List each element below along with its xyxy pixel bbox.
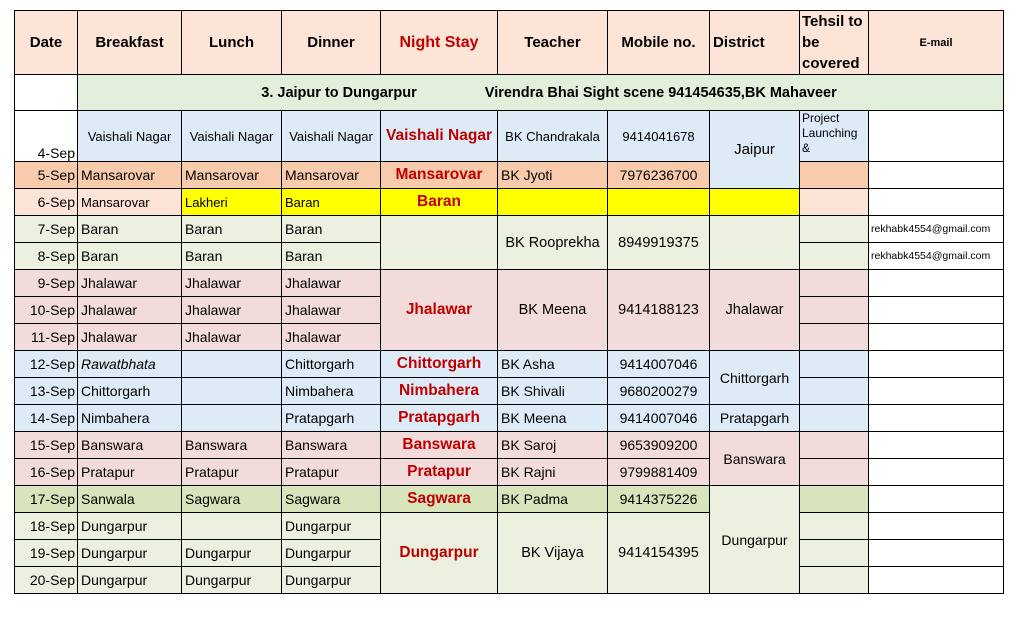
breakfast-cell[interactable]: Dungarpur — [78, 540, 182, 567]
district-cell[interactable]: Jaipur — [710, 111, 800, 189]
district-cell[interactable]: Banswara — [710, 432, 800, 486]
tour-schedule-table — [14, 10, 1004, 594]
tehsil-cell[interactable] — [800, 324, 869, 351]
breakfast-cell[interactable]: Chittorgarh — [78, 378, 182, 405]
tehsil-cell[interactable] — [800, 540, 869, 567]
dinner-cell[interactable]: Banswara — [282, 432, 381, 459]
tehsil-cell[interactable] — [800, 270, 869, 297]
dinner-cell[interactable]: Nimbahera — [282, 378, 381, 405]
tehsil-cell[interactable] — [800, 486, 869, 513]
night-stay-cell[interactable]: Pratapur — [381, 459, 498, 486]
table-row — [15, 513, 1004, 540]
dinner-cell[interactable]: Jhalawar — [282, 270, 381, 297]
dinner-cell[interactable]: Mansarovar — [282, 162, 381, 189]
breakfast-cell[interactable]: Jhalawar — [78, 297, 182, 324]
email-cell[interactable] — [869, 162, 1004, 189]
dinner-cell[interactable]: Sagwara — [282, 486, 381, 513]
dinner-cell[interactable]: Pratapur — [282, 459, 381, 486]
header-tehsil-line3: covered — [802, 55, 860, 72]
email-cell[interactable] — [869, 351, 1004, 378]
breakfast-cell[interactable]: Sanwala — [78, 486, 182, 513]
route-title: 3. Jaipur to Dungarpur — [261, 84, 417, 101]
breakfast-cell[interactable]: Baran — [78, 216, 182, 243]
lunch-cell[interactable]: Vaishali Nagar — [182, 111, 282, 162]
night-stay-cell[interactable]: Jhalawar — [381, 270, 498, 351]
table-row — [15, 351, 1004, 378]
lunch-cell[interactable]: Lakheri — [182, 189, 282, 216]
date-cell[interactable]: 15-Sep — [15, 432, 78, 459]
night-stay-cell[interactable]: Dungarpur — [381, 513, 498, 594]
table-row — [15, 432, 1004, 459]
teacher-cell[interactable]: BK Chandrakala — [498, 111, 608, 162]
tehsil-cell[interactable] — [800, 513, 869, 540]
tehsil-cell[interactable] — [800, 297, 869, 324]
mobile-cell[interactable]: 9414007046 — [608, 405, 710, 432]
date-cell[interactable]: 18-Sep — [15, 513, 78, 540]
teacher-cell[interactable]: BK Vijaya — [498, 513, 608, 594]
lunch-cell[interactable]: Banswara — [182, 432, 282, 459]
night-stay-cell[interactable]: Chittorgarh — [381, 351, 498, 378]
breakfast-cell[interactable]: Jhalawar — [78, 270, 182, 297]
district-cell[interactable]: Pratapgarh — [710, 405, 800, 432]
night-stay-cell[interactable]: Banswara — [381, 432, 498, 459]
teacher-cell[interactable]: BK Rooprekha — [498, 216, 608, 270]
email-cell[interactable] — [869, 378, 1004, 405]
lunch-cell[interactable]: Jhalawar — [182, 297, 282, 324]
lunch-cell[interactable]: Baran — [182, 216, 282, 243]
tehsil-cell[interactable] — [800, 162, 869, 189]
header-breakfast[interactable]: Breakfast — [78, 11, 182, 75]
date-cell[interactable]: 17-Sep — [15, 486, 78, 513]
mobile-cell[interactable]: 9680200279 — [608, 378, 710, 405]
table-row — [15, 111, 1004, 162]
breakfast-cell[interactable]: Mansarovar — [78, 189, 182, 216]
teacher-cell[interactable]: BK Meena — [498, 405, 608, 432]
header-email[interactable]: E-mail — [869, 11, 1004, 75]
route-contact: Virendra Bhai Sight scene 941454635,BK Mahaveer — [484, 84, 837, 101]
dinner-cell[interactable]: Chittorgarh — [282, 351, 381, 378]
date-cell[interactable]: 9-Sep — [15, 270, 78, 297]
tehsil-cell[interactable] — [800, 567, 869, 594]
table-row — [15, 216, 1004, 243]
lunch-cell[interactable] — [182, 378, 282, 405]
mobile-cell[interactable]: 9414375226 — [608, 486, 710, 513]
breakfast-cell[interactable]: Banswara — [78, 432, 182, 459]
mobile-cell[interactable]: 8949919375 — [608, 216, 710, 270]
date-cell[interactable]: 12-Sep — [15, 351, 78, 378]
dinner-cell[interactable]: Baran — [282, 243, 381, 270]
table-row — [15, 378, 1004, 405]
teacher-cell[interactable]: BK Meena — [498, 270, 608, 351]
tehsil-cell[interactable] — [800, 243, 869, 270]
header-tehsil-line1: Tehsil to — [802, 13, 863, 30]
lunch-cell[interactable]: Sagwara — [182, 486, 282, 513]
night-stay-cell[interactable] — [381, 216, 498, 270]
mobile-cell[interactable]: 9653909200 — [608, 432, 710, 459]
route-title-cell[interactable] — [78, 75, 1004, 111]
mobile-cell[interactable]: 9414007046 — [608, 351, 710, 378]
teacher-cell[interactable]: BK Padma — [498, 486, 608, 513]
lunch-cell[interactable] — [182, 405, 282, 432]
tehsil-cell[interactable] — [800, 378, 869, 405]
district-cell[interactable]: Dungarpur — [710, 486, 800, 594]
teacher-cell[interactable]: BK Jyoti — [498, 162, 608, 189]
email-cell[interactable] — [869, 297, 1004, 324]
teacher-cell[interactable]: BK Shivali — [498, 378, 608, 405]
date-cell[interactable]: 14-Sep — [15, 405, 78, 432]
teacher-cell[interactable]: BK Saroj — [498, 432, 608, 459]
lunch-cell[interactable]: Dungarpur — [182, 540, 282, 567]
lunch-cell[interactable]: Mansarovar — [182, 162, 282, 189]
tehsil-cell[interactable] — [800, 189, 869, 216]
route-row — [15, 75, 1004, 111]
mobile-cell[interactable] — [608, 189, 710, 216]
dinner-cell[interactable]: Dungarpur — [282, 567, 381, 594]
email-cell[interactable] — [869, 189, 1004, 216]
night-stay-cell[interactable]: Baran — [381, 189, 498, 216]
table-row — [15, 270, 1004, 297]
date-cell[interactable]: 20-Sep — [15, 567, 78, 594]
email-cell[interactable] — [869, 405, 1004, 432]
breakfast-cell[interactable]: Pratapur — [78, 459, 182, 486]
dinner-cell[interactable]: Vaishali Nagar — [282, 111, 381, 162]
date-cell[interactable]: 13-Sep — [15, 378, 78, 405]
lunch-cell[interactable] — [182, 513, 282, 540]
lunch-cell[interactable]: Dungarpur — [182, 567, 282, 594]
email-cell[interactable] — [869, 513, 1004, 540]
mobile-cell[interactable]: 9799881409 — [608, 459, 710, 486]
district-cell[interactable] — [710, 189, 800, 216]
table-row — [15, 189, 1004, 216]
breakfast-cell[interactable]: Jhalawar — [78, 324, 182, 351]
route-blank-cell[interactable] — [15, 75, 78, 111]
breakfast-cell[interactable]: Dungarpur — [78, 513, 182, 540]
header-mobile[interactable]: Mobile no. — [608, 11, 710, 75]
tehsil-cell[interactable] — [800, 216, 869, 243]
table-row — [15, 405, 1004, 432]
teacher-cell[interactable] — [498, 189, 608, 216]
lunch-cell[interactable]: Jhalawar — [182, 324, 282, 351]
date-cell[interactable]: 4-Sep — [15, 111, 78, 162]
header-teacher[interactable]: Teacher — [498, 11, 608, 75]
header-row — [15, 11, 1004, 75]
table-row — [15, 162, 1004, 189]
breakfast-cell[interactable]: Dungarpur — [78, 567, 182, 594]
email-cell[interactable]: rekhabk4554@gmail.com — [869, 243, 1004, 270]
header-dinner[interactable]: Dinner — [282, 11, 381, 75]
dinner-cell[interactable]: Baran — [282, 216, 381, 243]
tehsil-cell[interactable] — [800, 432, 869, 459]
lunch-cell[interactable]: Pratapur — [182, 459, 282, 486]
tehsil-cell[interactable] — [800, 405, 869, 432]
breakfast-cell[interactable]: Nimbahera — [78, 405, 182, 432]
night-stay-cell[interactable]: Sagwara — [381, 486, 498, 513]
lunch-cell[interactable] — [182, 351, 282, 378]
mobile-cell[interactable]: 7976236700 — [608, 162, 710, 189]
teacher-cell[interactable]: BK Asha — [498, 351, 608, 378]
dinner-cell[interactable]: Dungarpur — [282, 513, 381, 540]
date-cell[interactable]: 7-Sep — [15, 216, 78, 243]
date-cell[interactable]: 19-Sep — [15, 540, 78, 567]
table-row — [15, 486, 1004, 513]
header-night-stay[interactable]: Night Stay — [381, 11, 498, 75]
header-district[interactable]: District — [710, 11, 800, 75]
dinner-cell[interactable]: Baran — [282, 189, 381, 216]
email-cell[interactable] — [869, 270, 1004, 297]
date-cell[interactable]: 10-Sep — [15, 297, 78, 324]
date-cell[interactable]: 8-Sep — [15, 243, 78, 270]
night-stay-cell[interactable]: Mansarovar — [381, 162, 498, 189]
tehsil-cell[interactable] — [800, 459, 869, 486]
email-cell[interactable] — [869, 459, 1004, 486]
table-row — [15, 459, 1004, 486]
email-cell[interactable]: rekhabk4554@gmail.com — [869, 216, 1004, 243]
mobile-cell[interactable]: 9414041678 — [608, 111, 710, 162]
breakfast-cell[interactable]: Vaishali Nagar — [78, 111, 182, 162]
teacher-cell[interactable]: BK Rajni — [498, 459, 608, 486]
email-cell[interactable] — [869, 540, 1004, 567]
header-tehsil[interactable] — [800, 11, 869, 75]
dinner-cell[interactable]: Dungarpur — [282, 540, 381, 567]
night-stay-cell[interactable]: Pratapgarh — [381, 405, 498, 432]
breakfast-cell[interactable]: Mansarovar — [78, 162, 182, 189]
email-cell[interactable] — [869, 111, 1004, 162]
email-cell[interactable] — [869, 432, 1004, 459]
date-cell[interactable]: 5-Sep — [15, 162, 78, 189]
night-stay-cell[interactable]: Vaishali Nagar — [381, 111, 498, 162]
header-tehsil-line2: be — [802, 34, 820, 51]
mobile-cell[interactable]: 9414154395 — [608, 513, 710, 594]
dinner-cell[interactable]: Jhalawar — [282, 297, 381, 324]
district-cell[interactable]: Chittorgarh — [710, 351, 800, 405]
date-cell[interactable]: 11-Sep — [15, 324, 78, 351]
mobile-cell[interactable]: 9414188123 — [608, 270, 710, 351]
district-cell[interactable]: Jhalawar — [710, 270, 800, 351]
lunch-cell[interactable]: Baran — [182, 243, 282, 270]
dinner-cell[interactable]: Pratapgarh — [282, 405, 381, 432]
tehsil-cell[interactable] — [800, 351, 869, 378]
email-cell[interactable] — [869, 567, 1004, 594]
email-cell[interactable] — [869, 486, 1004, 513]
district-cell[interactable] — [710, 216, 800, 270]
date-cell[interactable]: 6-Sep — [15, 189, 78, 216]
tehsil-cell[interactable]: Project Launching & — [800, 111, 869, 162]
breakfast-cell[interactable]: Rawatbhata — [78, 351, 182, 378]
header-lunch[interactable]: Lunch — [182, 11, 282, 75]
date-cell[interactable]: 16-Sep — [15, 459, 78, 486]
dinner-cell[interactable]: Jhalawar — [282, 324, 381, 351]
breakfast-cell[interactable]: Baran — [78, 243, 182, 270]
email-cell[interactable] — [869, 324, 1004, 351]
night-stay-cell[interactable]: Nimbahera — [381, 378, 498, 405]
lunch-cell[interactable]: Jhalawar — [182, 270, 282, 297]
header-date[interactable]: Date — [15, 11, 78, 75]
